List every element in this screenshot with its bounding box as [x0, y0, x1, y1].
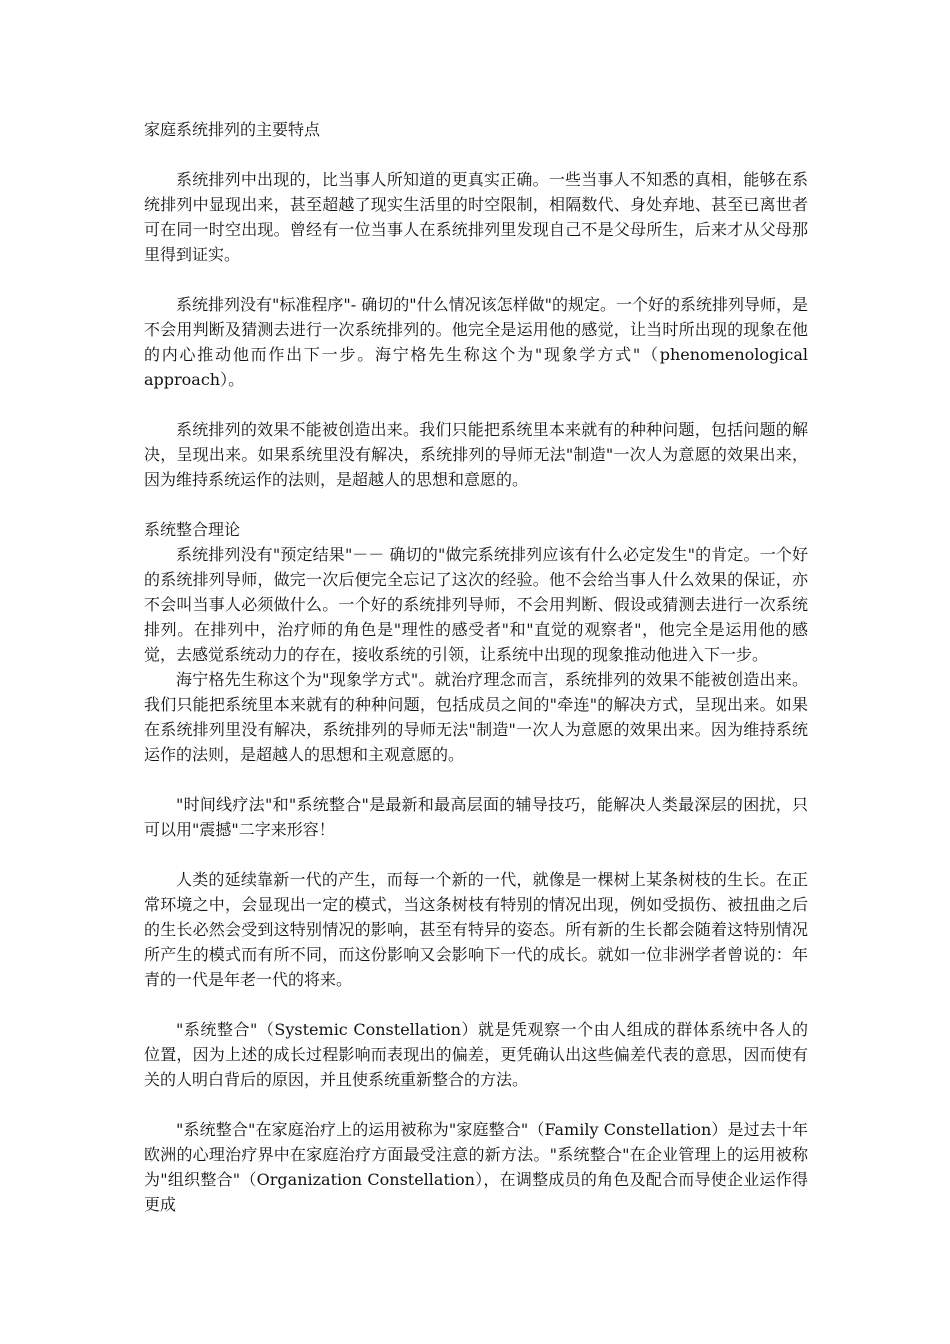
section-paragraph-6: "系统整合"在家庭治疗上的运用被称为"家庭整合"（Family Constellation）是过去十年欧洲的心理治疗界中在家庭治疗方面最受注意的新方法。"系统整合"在企业管理上的运用被称为"组织整合"（Organization Constellation），在调整成员的角色及配合而导使企业运作得更成 [144, 1120, 808, 1214]
paragraph-3: 系统排列的效果不能被创造出来。我们只能把系统里本来就有的种种问题，包括问题的解决，呈现出来。如果系统里没有解决，系统排列的导师无法"制造"一次人为意愿的效果出来，因为维持系统运作的法则，是超越人的思想和意愿的。 [144, 420, 808, 489]
spacer [144, 492, 808, 517]
spacer [144, 267, 808, 292]
paragraph-1: 系统排列中出现的，比当事人所知道的更真实正确。一些当事人不知悉的真相，能够在系统排列中显现出来，甚至超越了现实生活里的时空限制，相隔数代、身处弃地、甚至已离世者可在同一时空出现。曾经有一位当事人在系统排列里发现自己不是父母所生，后来才从父母那里得到证实。 [144, 170, 808, 264]
section-paragraph-5: "系统整合"（Systemic Constellation）就是凭观察一个由人组成的群体系统中各人的位置，因为上述的成长过程影响而表现出的偏差，更凭确认出这些偏差代表的意思，因而使有关的人明白背后的原因，并且使系统重新整合的方法。 [144, 1020, 808, 1089]
document-page [144, 117, 808, 1217]
section-paragraph-3: "时间线疗法"和"系统整合"是最新和最高层面的辅导技巧，能解决人类最深层的困扰，只可以用"震撼"二字来形容！ [144, 795, 808, 839]
paragraph-2: 系统排列没有"标准程序"- 确切的"什么情况该怎样做"的规定。一个好的系统排列导师，是不会用判断及猜测去进行一次系统排列的。他完全是运用他的感觉，让当时所出现的现象在他的内心推动他而作出下一步。海宁格先生称这个为"现象学方式"（phenomenological approach）。 [144, 295, 808, 389]
spacer [144, 767, 808, 792]
section-paragraph-4: 人类的延续靠新一代的产生，而每一个新的一代，就像是一棵树上某条树枝的生长。在正常环境之中，会显现出一定的模式，当这条树枝有特别的情况出现，例如受损伤、被扭曲之后的生长必然会受到这特别情况的影响，甚至有特异的姿态。所有新的生长都会随着这特别情况所产生的模式而有所不同，而这份影响又会影响下一代的成长。就如一位非洲学者曾说的：年青的一代是年老一代的将来。 [144, 870, 808, 989]
section-paragraph-1: 系统排列没有"预定结果"－－ 确切的"做完系统排列应该有什么必定发生"的肯定。一个好的系统排列导师，做完一次后便完全忘记了这次的经验。他不会给当事人什么效果的保证，亦不会叫当事人必须做什么。一个好的系统排列导师，不会用判断、假设或猜测去进行一次系统排列。在排列中，治疗师的角色是"理性的感受者"和"直觉的观察者"，他完全是运用他的感觉，去感觉系统动力的存在，接收系统的引领，让系统中出现的现象推动他进入下一步。 [144, 545, 808, 664]
spacer [144, 1092, 808, 1117]
section-title: 系统整合理论 [144, 520, 241, 539]
spacer [144, 392, 808, 417]
spacer [144, 142, 808, 167]
spacer [144, 842, 808, 867]
section-paragraph-2: 海宁格先生称这个为"现象学方式"。就治疗理念而言，系统排列的效果不能被创造出来。我们只能把系统里本来就有的种种问题，包括成员之间的"牵连"的解决方式，呈现出来。如果在系统排列里没有解决，系统排列的导师无法"制造"一次人为意愿的效果出来。因为维持系统运作的法则，是超越人的思想和主观意愿的。 [144, 670, 808, 764]
document-title: 家庭系统排列的主要特点 [144, 120, 321, 139]
spacer [144, 992, 808, 1017]
